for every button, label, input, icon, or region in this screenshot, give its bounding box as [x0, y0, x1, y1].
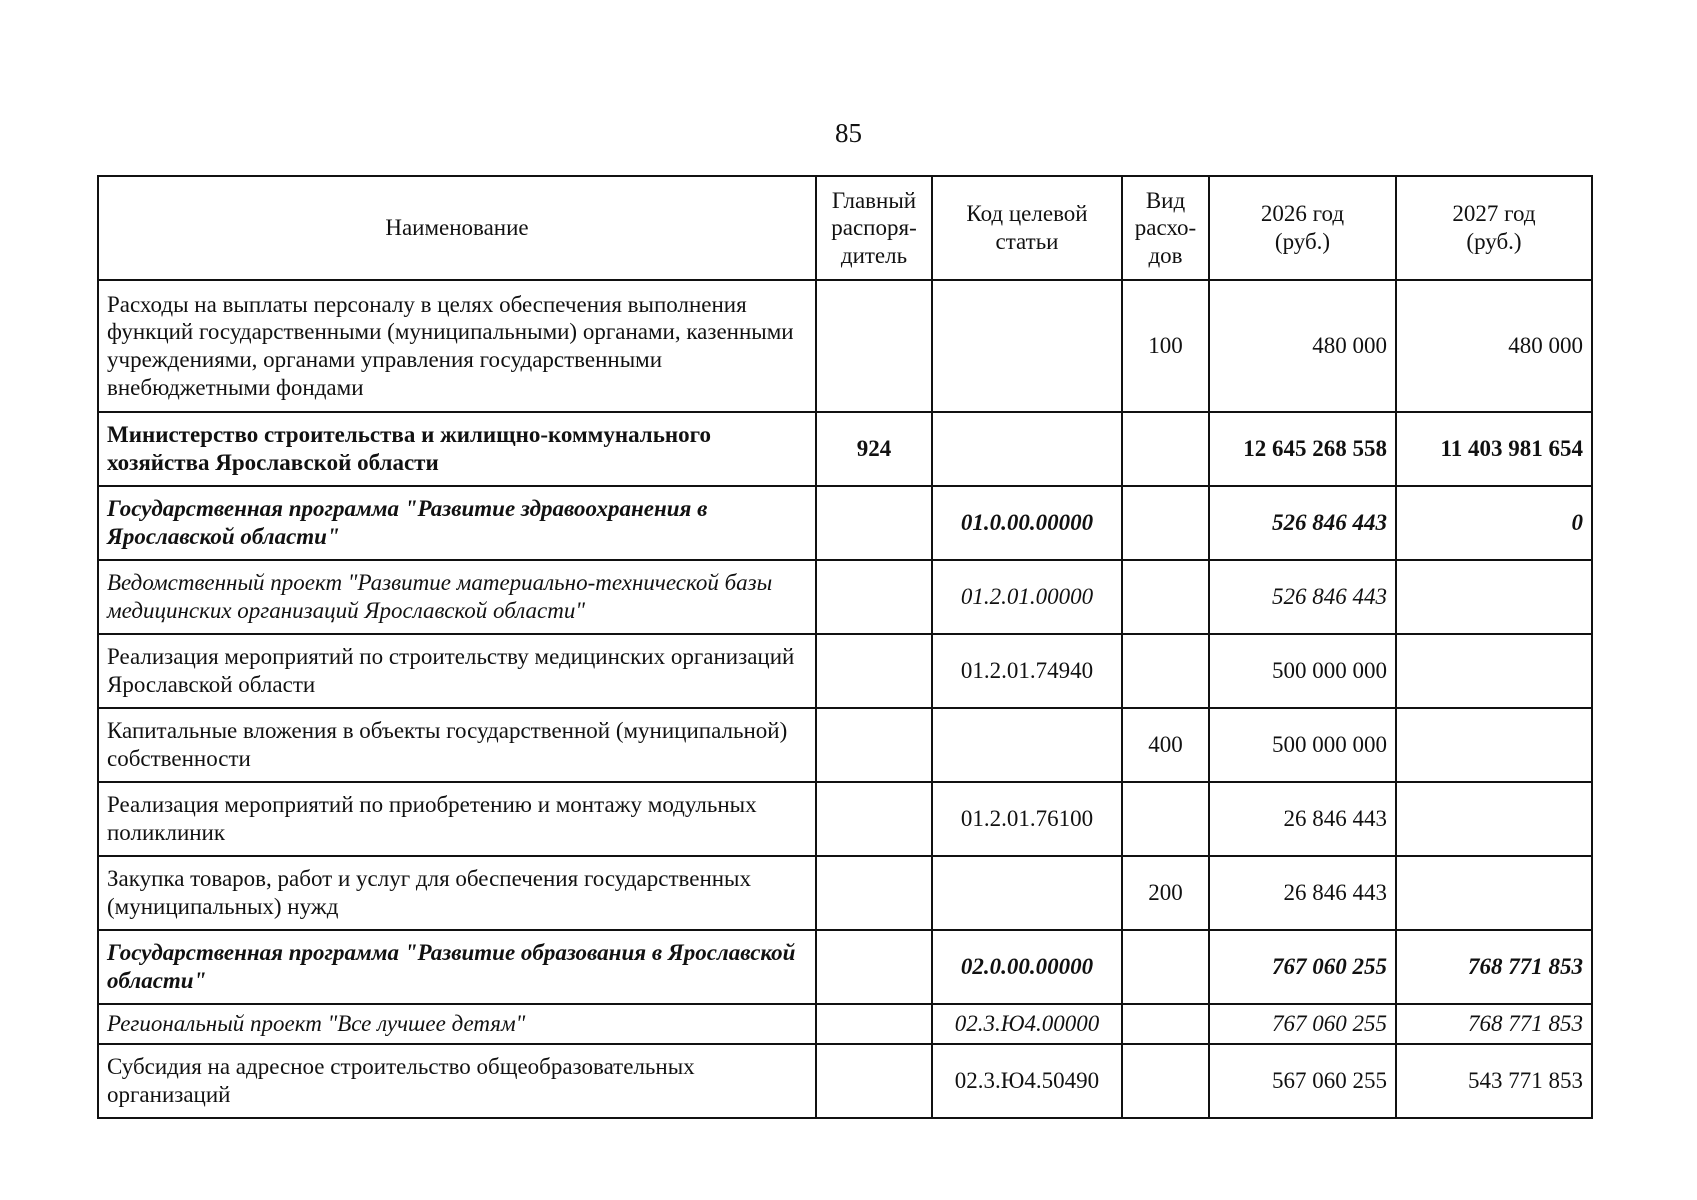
row-expense-type	[1122, 1044, 1209, 1118]
table-row	[98, 856, 1592, 930]
row-expense-type	[1122, 634, 1209, 708]
row-amount-2027: 768 771 853	[1396, 930, 1592, 1004]
row-expense-type: 100	[1122, 280, 1209, 412]
row-amount-2027: 11 403 981 654	[1396, 412, 1592, 486]
row-admin	[816, 1004, 932, 1044]
row-admin	[816, 560, 932, 634]
row-amount-2026: 567 060 255	[1209, 1044, 1396, 1118]
table-row	[98, 486, 1592, 560]
row-amount-2027	[1396, 634, 1592, 708]
header-expense-type: Вид расхо- дов	[1122, 176, 1209, 280]
row-amount-2027: 768 771 853	[1396, 1004, 1592, 1044]
row-name: Региональный проект "Все лучшее детям"	[98, 1004, 816, 1044]
table-row	[98, 708, 1592, 782]
header-year-2027: 2027 год (руб.)	[1396, 176, 1592, 280]
row-amount-2027	[1396, 782, 1592, 856]
row-name: Государственная программа "Развитие здравоохранения в Ярославской области"	[98, 486, 816, 560]
row-target-code: 01.2.01.00000	[932, 560, 1122, 634]
table-row	[98, 930, 1592, 1004]
row-name: Расходы на выплаты персоналу в целях обеспечения выполнения функций государственными (муниципальными) органами, казенными учреждениями, органами управления государственными внебюджетными фондами	[98, 280, 816, 412]
row-amount-2027	[1396, 708, 1592, 782]
header-name: Наименование	[98, 176, 816, 280]
header-year-2026: 2026 год (руб.)	[1209, 176, 1396, 280]
row-name: Капитальные вложения в объекты государственной (муниципальной) собственности	[98, 708, 816, 782]
row-amount-2026: 26 846 443	[1209, 782, 1396, 856]
row-target-code: 01.0.00.00000	[932, 486, 1122, 560]
row-name: Реализация мероприятий по строительству медицинских организаций Ярославской области	[98, 634, 816, 708]
row-amount-2026: 12 645 268 558	[1209, 412, 1396, 486]
table-row	[98, 1004, 1592, 1044]
header-admin: Главный распоря- дитель	[816, 176, 932, 280]
row-admin	[816, 782, 932, 856]
row-admin	[816, 1044, 932, 1118]
row-name: Реализация мероприятий по приобретению и монтажу модульных поликлиник	[98, 782, 816, 856]
budget-table	[97, 175, 1593, 1119]
row-amount-2026: 500 000 000	[1209, 634, 1396, 708]
row-admin	[816, 634, 932, 708]
row-target-code: 01.2.01.76100	[932, 782, 1122, 856]
table-row	[98, 560, 1592, 634]
row-name: Министерство строительства и жилищно-коммунального хозяйства Ярославской области	[98, 412, 816, 486]
table-row	[98, 782, 1592, 856]
row-amount-2026: 767 060 255	[1209, 1004, 1396, 1044]
row-expense-type	[1122, 1004, 1209, 1044]
row-amount-2026: 500 000 000	[1209, 708, 1396, 782]
row-expense-type	[1122, 930, 1209, 1004]
row-name: Субсидия на адресное строительство общеобразовательных организаций	[98, 1044, 816, 1118]
row-expense-type	[1122, 782, 1209, 856]
table-row	[98, 634, 1592, 708]
row-amount-2027	[1396, 560, 1592, 634]
table-row	[98, 1044, 1592, 1118]
row-admin	[816, 708, 932, 782]
row-expense-type	[1122, 486, 1209, 560]
row-amount-2027	[1396, 856, 1592, 930]
row-name: Ведомственный проект "Развитие материально-технической базы медицинских организаций Ярославской области"	[98, 560, 816, 634]
row-target-code: 02.0.00.00000	[932, 930, 1122, 1004]
table-header-row	[98, 176, 1592, 280]
row-amount-2027: 543 771 853	[1396, 1044, 1592, 1118]
row-amount-2026: 480 000	[1209, 280, 1396, 412]
row-amount-2026: 526 846 443	[1209, 560, 1396, 634]
row-amount-2026: 767 060 255	[1209, 930, 1396, 1004]
row-name: Государственная программа "Развитие образования в Ярославской области"	[98, 930, 816, 1004]
row-amount-2026: 526 846 443	[1209, 486, 1396, 560]
row-expense-type: 200	[1122, 856, 1209, 930]
page-number: 85	[835, 118, 862, 148]
row-target-code: 01.2.01.74940	[932, 634, 1122, 708]
row-target-code: 02.3.Ю4.00000	[932, 1004, 1122, 1044]
row-target-code	[932, 708, 1122, 782]
row-target-code	[932, 856, 1122, 930]
row-amount-2026: 26 846 443	[1209, 856, 1396, 930]
row-admin	[816, 280, 932, 412]
row-expense-type	[1122, 560, 1209, 634]
row-target-code: 02.3.Ю4.50490	[932, 1044, 1122, 1118]
header-target-code: Код целевой статьи	[932, 176, 1122, 280]
row-expense-type	[1122, 412, 1209, 486]
table-row	[98, 412, 1592, 486]
row-admin	[816, 486, 932, 560]
row-target-code	[932, 280, 1122, 412]
row-expense-type: 400	[1122, 708, 1209, 782]
row-amount-2027: 0	[1396, 486, 1592, 560]
row-admin	[816, 930, 932, 1004]
row-name: Закупка товаров, работ и услуг для обеспечения государственных (муниципальных) нужд	[98, 856, 816, 930]
row-admin	[816, 856, 932, 930]
row-target-code	[932, 412, 1122, 486]
table-row	[98, 280, 1592, 412]
row-admin: 924	[816, 412, 932, 486]
row-amount-2027: 480 000	[1396, 280, 1592, 412]
